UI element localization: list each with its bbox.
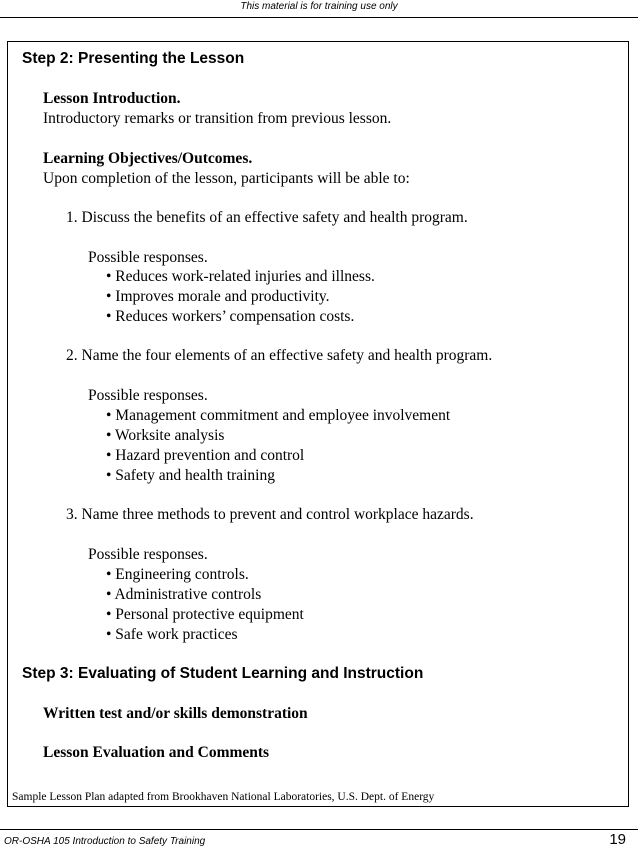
response-item: • Safe work practices: [106, 626, 238, 643]
footer-course-title: OR-OSHA 105 Introduction to Safety Training: [4, 836, 206, 847]
objective-1: 1. Discuss the benefits of an effective safety and health program.: [66, 209, 468, 226]
responses-label-2: Possible responses.: [88, 387, 208, 404]
response-item: • Safety and health training: [106, 467, 275, 484]
responses-label-3: Possible responses.: [88, 546, 208, 563]
response-item: • Personal protective equipment: [106, 606, 304, 623]
response-item: • Administrative controls: [106, 586, 262, 603]
responses-label-1: Possible responses.: [88, 249, 208, 266]
step2-title: Step 2: Presenting the Lesson: [22, 50, 245, 67]
intro-text: Introductory remarks or transition from previous lesson.: [43, 110, 392, 127]
response-item: • Management commitment and employee involvement: [106, 407, 451, 424]
written-test-heading: Written test and/or skills demonstration: [43, 705, 308, 722]
response-item: • Improves morale and productivity.: [106, 288, 330, 305]
header-note: This material is for training use only: [240, 1, 398, 12]
objective-3: 3. Name three methods to prevent and control workplace hazards.: [66, 506, 474, 523]
page-number: 19: [609, 831, 626, 848]
response-item: • Engineering controls.: [106, 566, 249, 583]
objective-2: 2. Name the four elements of an effective safety and health program.: [66, 347, 493, 364]
response-item: • Worksite analysis: [106, 427, 225, 444]
source-note: Sample Lesson Plan adapted from Brookhaven National Laboratories, U.S. Dept. of Energy: [12, 791, 435, 803]
header-divider: [0, 17, 638, 18]
objectives-heading: Learning Objectives/Outcomes.: [43, 150, 253, 167]
intro-heading: Lesson Introduction.: [43, 90, 181, 107]
response-item: • Reduces work-related injuries and illness.: [106, 268, 375, 285]
step3-title: Step 3: Evaluating of Student Learning and Instruction: [22, 665, 424, 682]
objectives-text: Upon completion of the lesson, participants will be able to:: [43, 170, 410, 187]
evaluation-heading: Lesson Evaluation and Comments: [43, 744, 270, 761]
response-item: • Reduces workers’ compensation costs.: [106, 308, 355, 325]
footer-divider: [0, 829, 638, 830]
response-item: • Hazard prevention and control: [106, 447, 305, 464]
